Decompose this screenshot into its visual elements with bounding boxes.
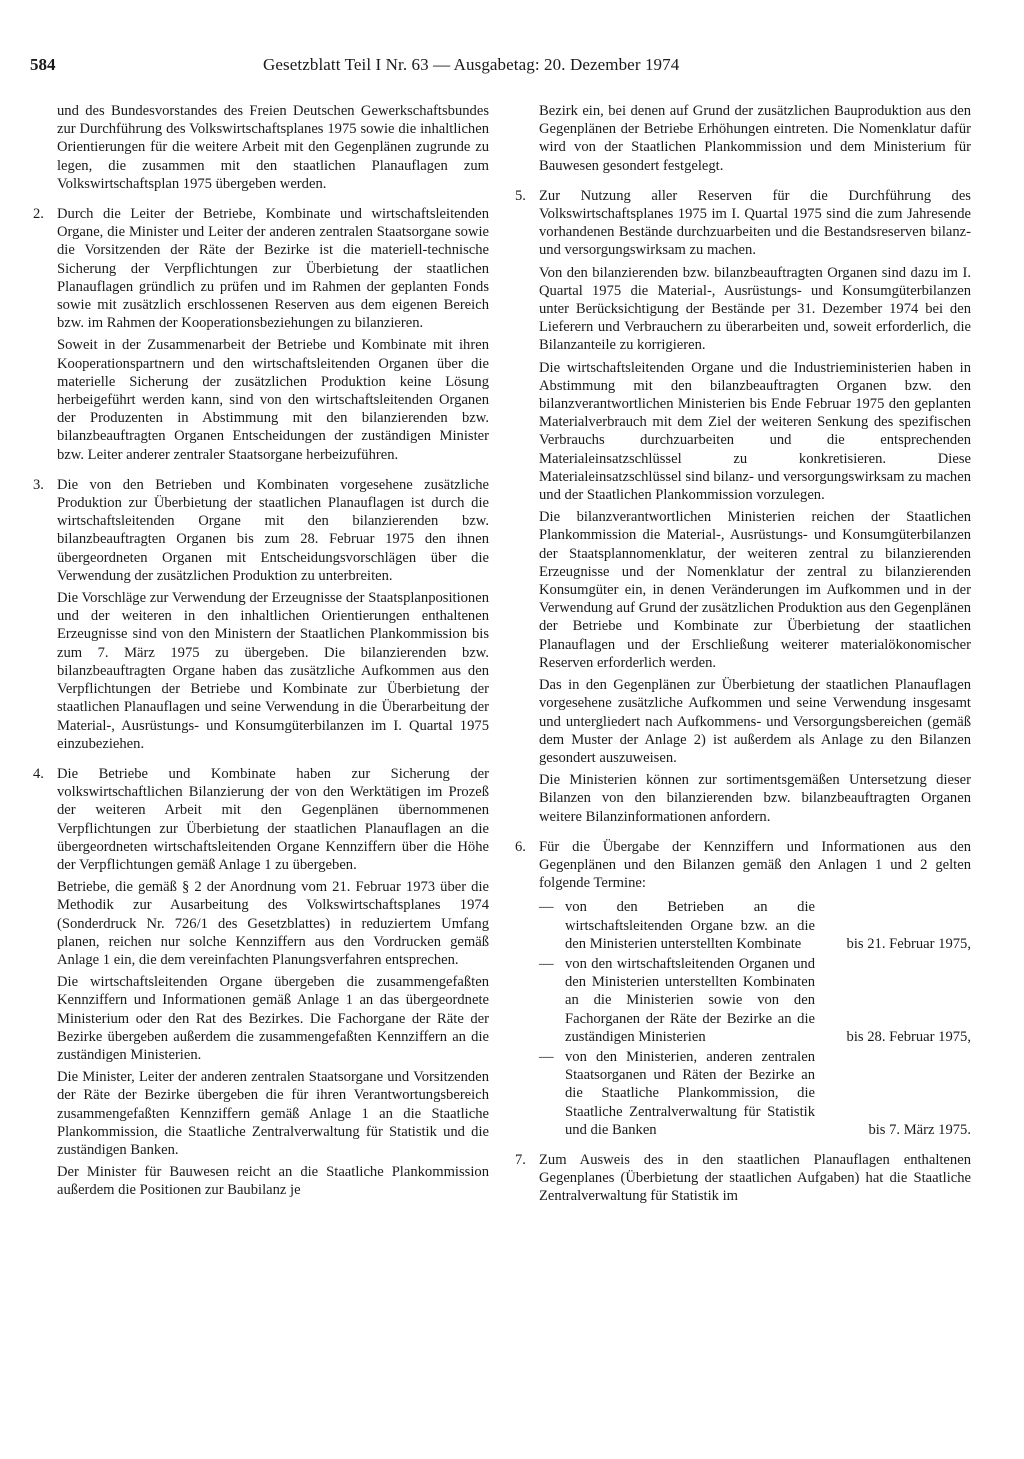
paragraph: Die bilanzverantwortlichen Ministerien reichen der Staatlichen Plankommission die Material-, Ausrüstungs- und Konsumgüterbilanzen der Staatsplannomenklatur, der weiteren zentral zu bilanzierenden Erzeugnisse und der Nomenklatur der zentral zu bilanzierenden Konsumgüter ein, in denen Veränderungen im Aufkommen und in der Verwendung auf Grund der zusätzlichen Produktion aus den Gegenplänen der Betriebe und Kombinate zur Überbietung der staatlichen Planauflagen und der Erschließung weiterer materialökonomischer Reserven erforderlich werden.	[539, 509, 972, 671]
section-number: 3.	[33, 476, 44, 493]
paragraph: Die von den Betrieben und Kombinaten vorgesehene zusätzliche Produktion zur Überbietung der staatlichen Planauflagen ist durch die wirtschaftsleitenden Organe mit den bilanzierenden bzw. bilanzbeauftragten Organen bis zum 28. Februar 1975 den ihnen übergeordneten Organen mit Entscheidungsvorschlägen über die Verwendung der zusätzlichen Produktion zu unterbreiten.	[57, 476, 489, 584]
paragraph: Das in den Gegenplänen zur Überbietung der staatlichen Planauflagen vorgesehene zusätzliche Aufkommen und seine Verwendung insgesamt und untergliedert nach Aufkommens- und Versorgungsbereichen (gemäß dem Muster der Anlage 2) ist außerdem als Anlage zu den Bilanzen gesondert auszuweisen.	[539, 677, 971, 766]
page-header	[30, 54, 975, 78]
deadline-date: bis 21. Februar 1975,	[846, 935, 971, 952]
section-2	[33, 205, 489, 464]
deadline-date: bis 7. März 1975.	[868, 1121, 971, 1138]
section-number: 5.	[515, 187, 526, 204]
deadline-list	[515, 898, 971, 1139]
section-number: 2.	[33, 206, 44, 223]
paragraph: Die Vorschläge zur Verwendung der Erzeugnisse der Staatsplanpositionen und der weiteren in den inhaltlichen Orientierungen enthaltenen Erzeugnisse sind von den Ministern der Staatlichen Plankommission bis zum 7. März 1975 zu übergeben. Die bilanzierenden bzw. bilanzbeauftragten Organe haben das zusätzliche Aufkommen aus den Verpflichtungen der Betriebe und Kombinate zur Überbietung der staatlichen Planauflagen und seine Verwendung in die Überarbeitung der Material-, Ausrüstungs- und Konsumgüterbilanzen im I. Quartal 1975 einzubeziehen.	[57, 590, 489, 752]
deadline-text: von den Betrieben an die wirtschaftsleitenden Organe bzw. an die den Ministerien unterstellten Kombinate	[565, 899, 815, 952]
paragraph: Betriebe, die gemäß § 2 der Anordnung vom 21. Februar 1973 über die Methodik zur Ausarbeitung des Volkswirtschaftsplanes 1974 (Sonderdruck Nr. 726/1 des Gesetzblattes) in reduziertem Umfang planen, reichen nur solche Kennziffern aus den Vordrucken gemäß Anlage 1 ein, die dem vereinfachten Planungsverfahren entsprechen.	[57, 879, 489, 968]
paragraph: Soweit in der Zusammenarbeit der Betriebe und Kombinate mit ihren Kooperationspartnern und den wirtschaftsleitenden Organen über die materielle Sicherung der zusätzlichen Produktion keine Lösung herbeigeführt werden kann, sind von den wirtschaftsleitenden Organen der Produzenten in Abstimmung mit den bilanzierenden bzw. bilanzbeauftragten Organen Entscheidungen der zuständigen Minister bzw. Leiter anderer zentraler Staatsorgane herbeizuführen.	[57, 337, 489, 463]
paragraph: Die wirtschaftsleitenden Organe übergeben die zusammengefaßten Kennziffern und Informationen gemäß Anlage 1 an das übergeordnete Ministerium oder den Rat des Bezirkes. Die Fachorgane der Räte der Bezirke übergeben außerdem die zusammengefaßten Kennziffern an die zuständigen Ministerien.	[57, 974, 489, 1063]
deadline-date: bis 28. Februar 1975,	[846, 1028, 971, 1045]
paragraph: Von den bilanzierenden bzw. bilanzbeauftragten Organen sind dazu im I. Quartal 1975 die Material-, Ausrüstungs- und Konsumgüterbilanzen unter Berücksichtigung der Bestände per 31. Dezember 1974 bei den Lieferern und Verbrauchern zu überarbeiten und, soweit erforderlich, die Bilanzanteile zu korrigieren.	[539, 264, 971, 354]
section-number: 4.	[33, 765, 44, 782]
section-6	[515, 838, 971, 893]
section-number: 6.	[515, 838, 526, 855]
paragraph: Die Betriebe und Kombinate haben zur Sicherung der volkswirtschaftlichen Bilanzierung der von den Werktätigen im Prozeß der weiteren Arbeit mit den Gegenplänen übernommenen Verpflichtungen zur Überbietung der staatlichen Planauflagen an die übergeordneten wirtschaftsleitenden Organe Kennziffern über die Höhe der Verpflichtungen gemäß Anlage 1 zu übergeben.	[57, 765, 489, 873]
running-title: Gesetzblatt Teil I Nr. 63 — Ausgabetag: 20. Dezember 1974	[263, 55, 680, 74]
deadline-item	[539, 955, 971, 1046]
list-dash: —	[539, 899, 554, 916]
list-dash: —	[539, 1048, 554, 1065]
continued-paragraph: Bezirk ein, bei denen auf Grund der zusätzlichen Bauproduktion aus den Gegenplänen der Betriebe Erhöhungen eintreten. Die Nomenklatur dafür wird von der Staatlichen Plankommission und dem Ministerium für Bauwesen gesondert festgelegt.	[539, 103, 971, 174]
section-3	[33, 476, 489, 753]
right-column	[515, 102, 971, 1210]
section-5	[515, 187, 971, 826]
section-7	[515, 1151, 971, 1206]
section-number: 7.	[515, 1151, 526, 1168]
deadline-text: von den wirtschaftsleitenden Organen und den Ministerien unterstellten Kombinaten an die Ministerien sowie von den Fachorganen der Räte der Bezirke an die zuständigen Ministerien	[565, 955, 815, 1045]
paragraph: Die Minister, Leiter der anderen zentralen Staatsorgane und Vorsitzenden der Räte der Bezirke übergeben die für ihren Verantwortungsbereich zusammengefaßten Kennziffern gemäß Anlage 1 an die Staatliche Plankommission, die Staatliche Zentralverwaltung für Statistik und die zuständigen Banken.	[57, 1069, 489, 1158]
paragraph: Der Minister für Bauwesen reicht an die Staatliche Plankommission außerdem die Positionen zur Baubilanz je	[57, 1164, 489, 1199]
paragraph: Die Ministerien können zur sortimentsgemäßen Untersetzung dieser Bilanzen von den bilanzierenden bzw. bilanzbeauftragten Organen weitere Bilanzinformationen anfordern.	[539, 772, 971, 825]
paragraph: Die wirtschaftsleitenden Organe und die Industrieministerien haben in Abstimmung mit den bilanzbeauftragten Organen bzw. den bilanzverantwortlichen Ministerien bis Ende Februar 1975 den geplanten Materialverbrauch mit dem Ziel der weiteren Senkung des spezifischen Verbrauchs durchzuarbeiten und die entsprechenden Materialeinsatzschlüssel zu konkretisieren. Diese Materialeinsatzschlüssel sind bilanz- und versorgungswirksam zu machen und der Staatlichen Plankommission vorzulegen.	[539, 359, 971, 504]
paragraph: Zum Ausweis des in den staatlichen Planauflagen enthaltenen Gegenplanes (Überbietung der staatlichen Aufgaben) hat die Staatliche Zentralverwaltung für Statistik im	[539, 1151, 971, 1205]
paragraph: Für die Übergabe der Kennziffern und Informationen aus den Gegenplänen und den Bilanzen gemäß den Anlagen 1 und 2 gelten folgende Termine:	[539, 838, 971, 892]
paragraph: Zur Nutzung aller Reserven für die Durchführung des Volkswirtschaftsplanes 1975 im I. Quartal 1975 sind die zum Jahresende vorhandenen Bestände durchzuarbeiten und die Bestandsreserven bilanz- und versorgungswirksam zu machen.	[539, 187, 971, 259]
deadline-item	[539, 1048, 971, 1139]
continued-paragraph: und des Bundesvorstandes des Freien Deutschen Gewerkschaftsbundes zur Durchführung des Volkswirtschaftsplanes 1975 sowie die inhaltlichen Orientierungen für die weitere Arbeit mit den Gegenplänen zugrunde zu legen, die zusammen mit den staatlichen Planauflagen zum Volkswirtschaftsplan 1975 übergeben werden.	[57, 103, 489, 192]
paragraph: Durch die Leiter der Betriebe, Kombinate und wirtschaftsleitenden Organe, die Minister und Leiter der anderen zentralen Staatsorgane sowie die Vorsitzenden der Räte der Bezirke ist die materiell-technische Sicherung der Verpflichtungen zur Überbietung der staatlichen Planauflagen gründlich zu prüfen und im Rahmen der geplanten Fonds sowie mit zusätzlich erschlossenen Reserven aus dem eigenen Bereich bzw. im Rahmen der Kooperationsbeziehungen zu bilanzieren.	[57, 206, 489, 332]
section-4	[33, 765, 489, 1200]
deadline-text: von den Ministerien, anderen zentralen Staatsorganen und Räten der Bezirke an die Staatliche Plankommission, die Staatliche Zentralverwaltung für Statistik und die Banken	[565, 1048, 815, 1138]
list-dash: —	[539, 955, 554, 972]
deadline-item	[539, 898, 971, 953]
left-column	[33, 102, 489, 1204]
page-number: 584	[30, 55, 56, 74]
